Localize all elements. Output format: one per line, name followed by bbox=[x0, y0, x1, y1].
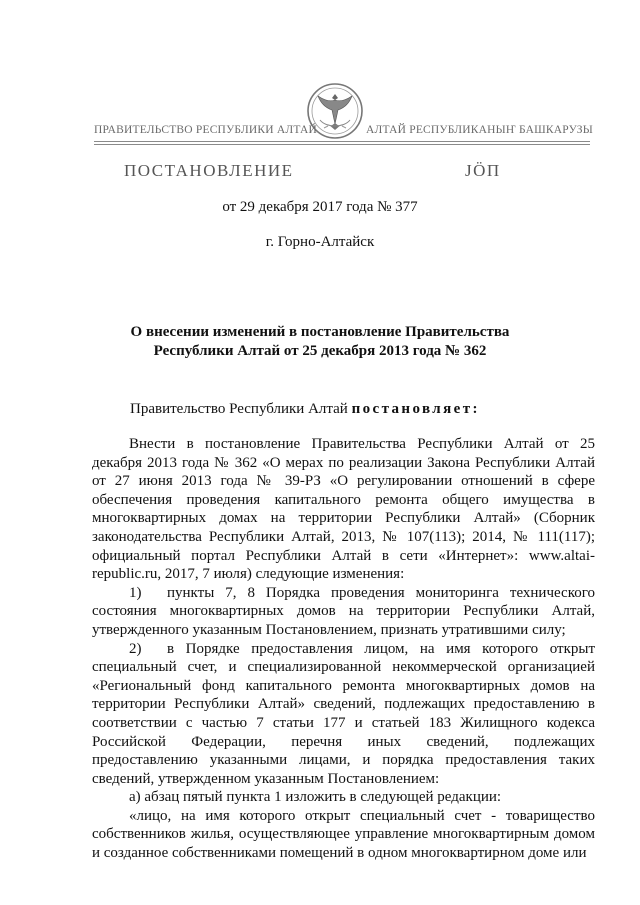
item-marker: 2) bbox=[129, 640, 142, 657]
document-body bbox=[92, 435, 595, 863]
title-line-1: О внесении изменений в постановление Правительства bbox=[130, 324, 510, 340]
dateline: от 29 декабря 2017 года № 377 bbox=[222, 199, 418, 215]
paragraph-text: в Порядке предоставления лицом, на имя которого открыт специальный счет, и специализированной некоммерческой организацией «Региональный фонд капитального ремонта многоквартирных домов на территории Республики Алтай» сведений, подлежащих предоставлению в соответствии с частью 7 статьи 177 и статьей 183 Жилищного кодекса Российской Федерации, перечня иных сведений, подлежащих предоставлению указанными лицами, и порядка предоставления таких сведений, утвержденном указанным Постановлением: bbox=[92, 640, 595, 787]
title-line-2: Республики Алтай от 25 декабря 2013 года № 362 bbox=[153, 343, 487, 359]
paragraph-text: «лицо, на имя которого открыт специальный счет - товарищество собственников жилья, осуществляющее управление многоквартирным домом и созданное собственниками помещений в одном многоквартирном доме или bbox=[92, 807, 595, 862]
paragraph-intro bbox=[92, 435, 595, 584]
document-title bbox=[100, 323, 540, 361]
gov-prefix: Правительство Республики Алтай bbox=[130, 401, 352, 417]
gov-action: постановляет: bbox=[351, 401, 480, 417]
paragraph-item-1 bbox=[92, 584, 595, 640]
doc-type: ПОСТАНОВЛЕНИЕ bbox=[124, 161, 294, 180]
header-left-text: ПРАВИТЕЛЬСТВО РЕСПУБЛИКИ АЛТАЙ bbox=[94, 124, 318, 136]
paragraph-subitem-a bbox=[92, 788, 595, 807]
header-right-text: АЛТАЙ РЕСПУБЛИКАНЫҤ БАШКАРУЗЫ bbox=[366, 124, 593, 136]
paragraph-text: Внести в постановление Правительства Республики Алтай от 25 декабря 2013 года № 362 «О мерах по реализации Закона Республики Алтай от 27 июня 2013 года № 39-РЗ «О регулировании отношений в сфере обеспечения проведения капитального ремонта общего имущества в многоквартирных домах на территории Республики Алтай» (Сборник законодательства Республики Алтай, 2013, № 107(113); 2014, № 111(117); официальный портал Республики Алтай в сети «Интернет»: www.altai-republic.ru, 2017, 7 июля) следующие изменения: bbox=[92, 436, 595, 583]
city: г. Горно-Алтайск bbox=[265, 234, 375, 250]
paragraph-text: а) абзац пятый пункта 1 изложить в следующей редакции: bbox=[129, 789, 502, 806]
header-rule-bottom bbox=[94, 144, 590, 145]
government-decree-line bbox=[130, 401, 480, 418]
paragraph-item-2 bbox=[92, 640, 595, 789]
header-rule-top bbox=[94, 141, 590, 142]
paragraph-text: пункты 7, 8 Порядка проведения мониторинга технического состояния многоквартирных домов на территории Республики Алтай, утвержденного указанным Постановлением, признать утратившими силу; bbox=[92, 584, 595, 638]
paragraph-quote bbox=[92, 807, 595, 863]
doc-type-alt: JӦП bbox=[465, 161, 501, 180]
item-marker: 1) bbox=[129, 584, 142, 601]
